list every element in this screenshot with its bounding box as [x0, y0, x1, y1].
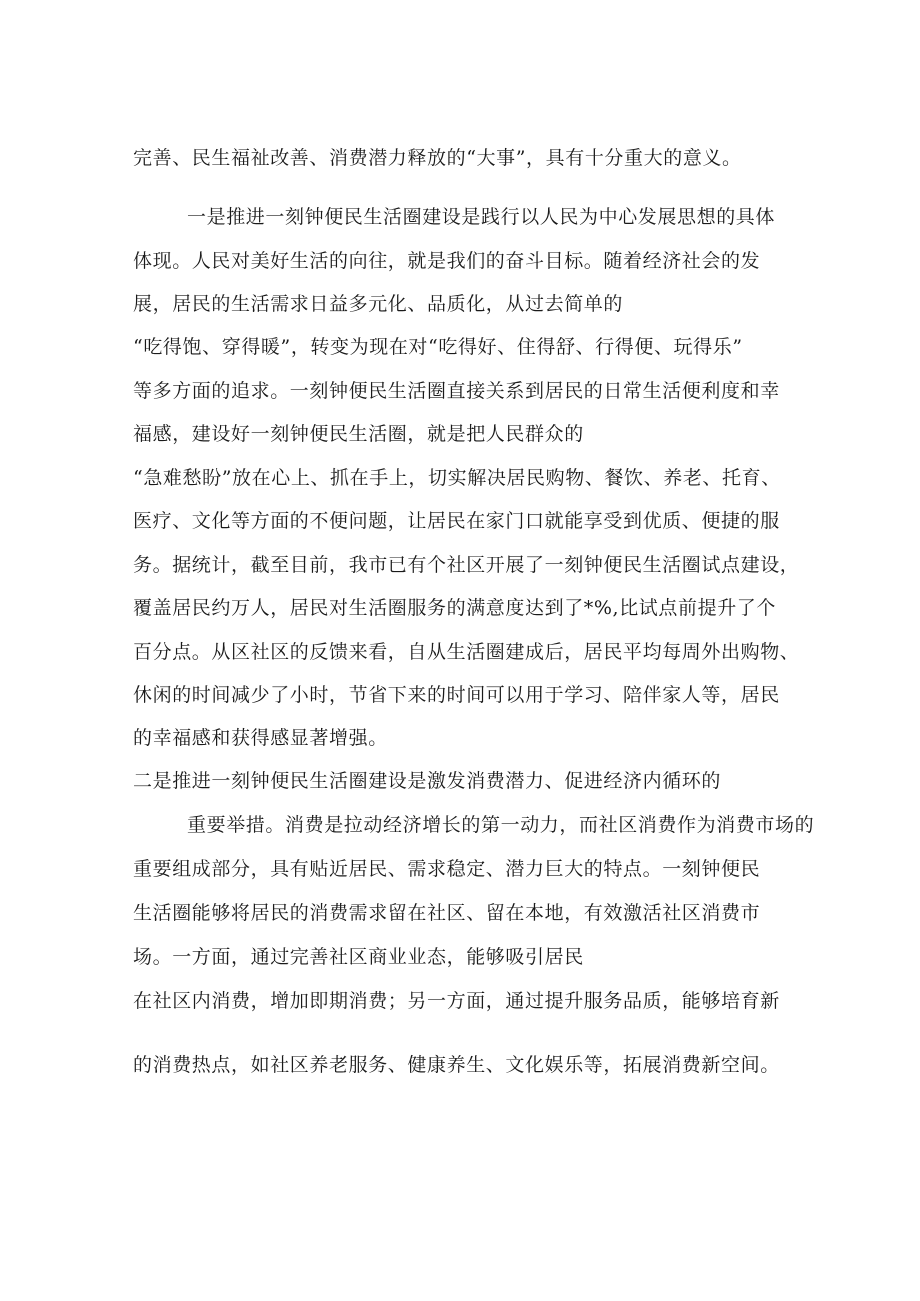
text-line: 体现。人民对美好生活的向往，就是我们的奋斗目标。随着经济社会的发: [133, 250, 761, 272]
text-line: 在社区内消费，增加即期消费；另一方面，通过提升服务品质，能够培育新: [133, 990, 780, 1012]
text-line: 务。据统计，截至目前，我市已有个社区开展了一刻钟便民生活圈试点建设，: [133, 554, 800, 576]
text-line: 二是推进一刻钟便民生活圈建设是激发消费潜力、促进经济内循环的: [133, 770, 722, 792]
text-line: “急难愁盼”放在心上、抓在手上，切实解决居民购物、餐饮、养老、托育、: [133, 467, 781, 489]
text-line: 百分点。从区社区的反馈来看，自从生活圈建成后，居民平均每周外出购物、: [133, 641, 800, 663]
text-line: 生活圈能够将居民的消费需求留在社区、留在本地，有效激活社区消费市: [133, 902, 761, 924]
text-line: 重要组成部分，具有贴近居民、需求稳定、潜力巨大的特点。一刻钟便民: [133, 858, 761, 880]
text-line: 福感，建设好一刻钟便民生活圈，就是把人民群众的: [133, 423, 584, 445]
text-line: 覆盖居民约万人，居民对生活圈服务的满意度达到了*%,比试点前提升了个: [133, 597, 776, 619]
text-line: 展，居民的生活需求日益多元化、品质化，从过去简单的: [133, 293, 624, 315]
text-line: 等多方面的追求。一刻钟便民生活圈直接关系到居民的日常生活便利度和幸: [133, 380, 780, 402]
text-line: 医疗、文化等方面的不便问题，让居民在家门口就能享受到优质、便捷的服: [133, 510, 780, 532]
text-line: 的消费热点，如社区养老服务、健康养生、文化娱乐等，拓展消费新空间。: [133, 1054, 780, 1076]
text-line: 完善、民生福祉改善、消费潜力释放的“大事”，具有十分重大的意义。: [133, 147, 742, 169]
text-line: 场。一方面，通过完善社区商业业态，能够吸引居民: [133, 946, 584, 968]
text-line: “吃得饱、穿得暖”，转变为现在对“吃得好、住得舒、行得便、玩得乐”: [133, 336, 743, 358]
paragraph-1-first-line: 一是推进一刻钟便民生活圈建设是践行以人民为中心发展思想的具体: [187, 206, 776, 228]
text-line: 的幸福感和获得感显著增强。: [133, 727, 388, 749]
text-line: 休闲的时间减少了小时，节省下来的时间可以用于学习、陪伴家人等，居民: [133, 684, 780, 706]
paragraph-2-first-line: 重要举措。消费是拉动经济增长的第一动力，而社区消费作为消费市场的: [187, 814, 815, 836]
